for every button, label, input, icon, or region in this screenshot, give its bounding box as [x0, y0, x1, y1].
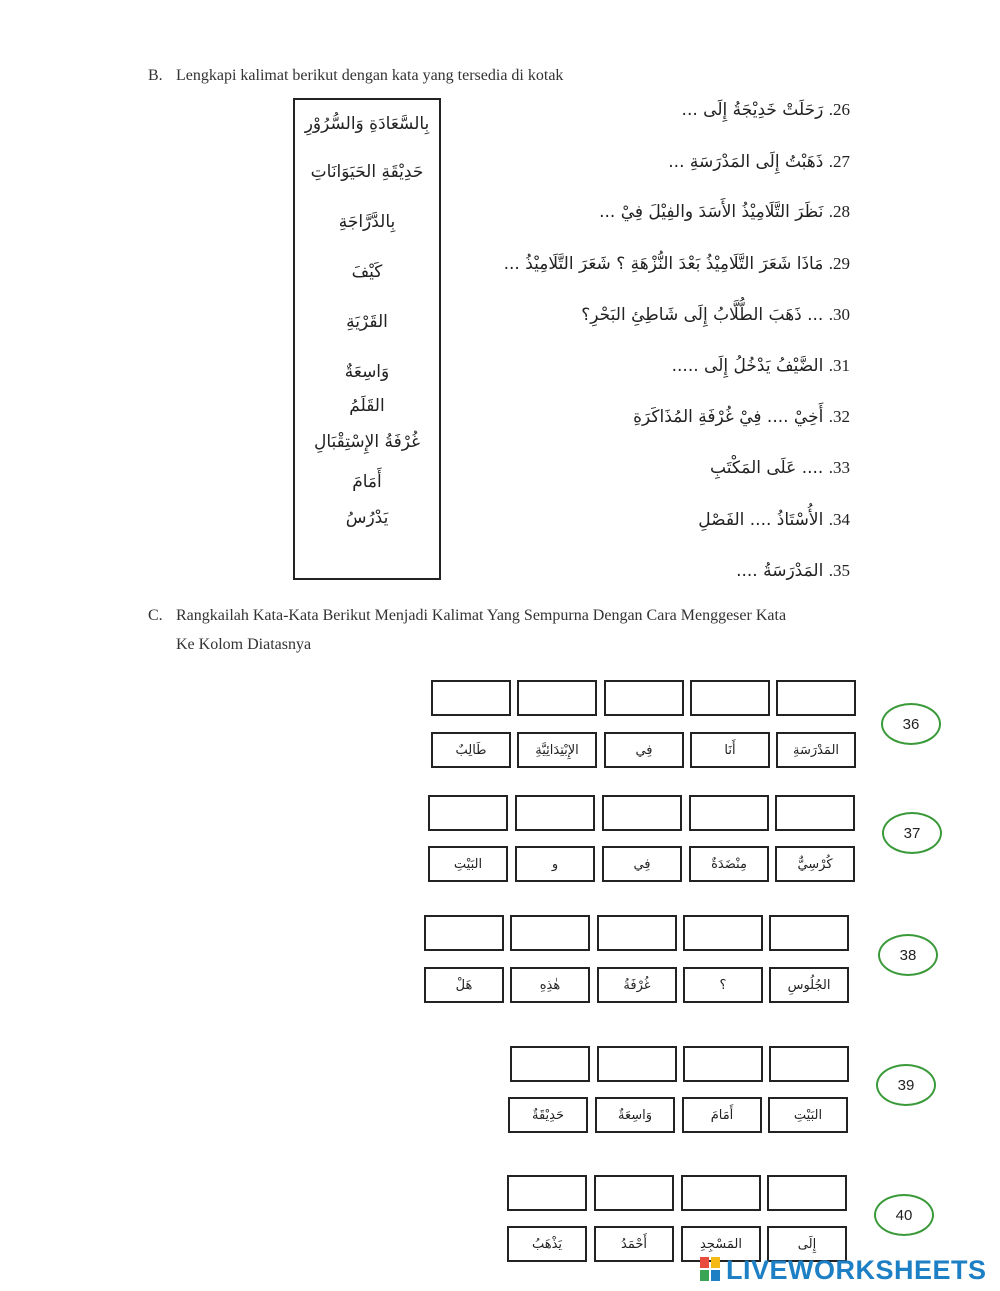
drop-slot[interactable]: [431, 680, 511, 716]
drop-slot[interactable]: [683, 1046, 763, 1082]
drop-slot[interactable]: [597, 1046, 677, 1082]
question-item[interactable]: [736, 561, 850, 581]
draggable-word[interactable]: مِنْضَدَةٌ: [689, 846, 769, 882]
question-item[interactable]: [682, 100, 850, 120]
question-text: الأُسْتَاذُ .... الفَصْلِ: [698, 510, 824, 530]
section-c-instruction-line1: Rangkailah Kata-Kata Berikut Menjadi Kalimat Yang Sempurna Dengan Cara Menggeser Kata: [176, 607, 787, 624]
drop-slot[interactable]: [683, 915, 763, 951]
word-bank-item[interactable]: حَدِيْقَةِ الحَيَوَانَاتِ: [310, 162, 424, 182]
drop-slot[interactable]: [775, 795, 855, 831]
draggable-word[interactable]: المَسْجِدِ: [681, 1226, 761, 1262]
draggable-word[interactable]: البَيْتِ: [768, 1097, 848, 1133]
draggable-word[interactable]: الإِبْتِدَائِيَّةِ: [517, 732, 597, 768]
section-b-letter: B.: [148, 67, 163, 84]
section-b-instruction: Lengkapi kalimat berikut dengan kata yang tersedia di kotak: [176, 67, 564, 84]
drop-slot[interactable]: [769, 1046, 849, 1082]
draggable-word[interactable]: يَذْهَبُ: [507, 1226, 587, 1262]
drop-slot[interactable]: [681, 1175, 761, 1211]
section-c-heading: [148, 607, 868, 657]
drop-slot[interactable]: [428, 795, 508, 831]
drop-slot[interactable]: [594, 1175, 674, 1211]
question-number: 35.: [828, 561, 850, 580]
question-number-badge: 36: [881, 703, 941, 745]
draggable-word[interactable]: طَالِبٌ: [431, 732, 511, 768]
section-c-letter: C.: [148, 607, 163, 624]
draggable-word[interactable]: ؟: [683, 967, 763, 1003]
liveworksheets-logo-icon: [700, 1257, 722, 1283]
word-bank-item[interactable]: القَلَمُ: [349, 396, 385, 416]
question-number-badge: 38: [878, 934, 938, 976]
draggable-word[interactable]: وَاسِعَةٌ: [595, 1097, 675, 1133]
question-text: الضَّيْفُ يَدْخُلُ إِلَى .....: [671, 356, 824, 376]
drop-slot[interactable]: [507, 1175, 587, 1211]
section-c-instruction-line2: Ke Kolom Diatasnya: [176, 636, 312, 653]
question-text: ... ذَهَبَ الطُّلَّابُ إِلَى شَاطِئِ البَحْرِ؟: [581, 305, 824, 325]
draggable-word[interactable]: فِي: [604, 732, 684, 768]
question-number: 32.: [828, 407, 850, 426]
word-bank-item[interactable]: وَاسِعَةٌ: [344, 362, 390, 382]
draggable-word[interactable]: الجُلُوسِ: [769, 967, 849, 1003]
draggable-word[interactable]: أَحْمَدُ: [594, 1226, 674, 1262]
question-text: مَاذَا شَعَرَ التَّلَامِيْذُ بَعْدَ النُّزْهَةِ ؟ شَعَرَ التَّلَامِيْذُ ...: [503, 254, 824, 274]
question-item[interactable]: [599, 202, 850, 222]
drop-slot[interactable]: [689, 795, 769, 831]
drop-slot[interactable]: [776, 680, 856, 716]
question-item[interactable]: [633, 407, 850, 427]
draggable-word[interactable]: المَدْرَسَةِ: [776, 732, 856, 768]
question-text: أَخِيْ .... فِيْ غُرْفَةِ المُذَاكَرَةِ: [633, 407, 824, 427]
question-number: 29.: [828, 254, 850, 273]
liveworksheets-logo-text: LIVEWORKSHEETS: [726, 1254, 987, 1285]
draggable-word[interactable]: فِي: [602, 846, 682, 882]
word-bank-item[interactable]: أَمَامَ: [352, 472, 382, 492]
drop-slot[interactable]: [510, 1046, 590, 1082]
question-number-badge: 40: [874, 1194, 934, 1236]
draggable-word[interactable]: البَيْتِ: [428, 846, 508, 882]
question-item[interactable]: [581, 305, 850, 325]
word-bank-item[interactable]: بِالسَّعَادَةِ وَالسُّرُوْرِ: [304, 114, 430, 134]
question-item[interactable]: [672, 356, 850, 376]
drop-slot[interactable]: [510, 915, 590, 951]
word-bank-item[interactable]: بِالدَّرَّاجَةِ: [338, 212, 396, 232]
question-number: 31.: [828, 356, 850, 375]
draggable-word[interactable]: كُرْسِيٌّ: [775, 846, 855, 882]
question-text: .... عَلَى المَكْتَبِ: [710, 458, 824, 478]
question-text: رَحَلَتْ خَدِيْجَةُ إِلَى ...: [681, 100, 824, 120]
question-number: 34.: [828, 510, 850, 529]
draggable-word[interactable]: حَدِيْقَةٌ: [508, 1097, 588, 1133]
drop-slot[interactable]: [690, 680, 770, 716]
question-item[interactable]: [698, 510, 850, 530]
question-number: 27.: [828, 152, 850, 171]
question-item[interactable]: [710, 458, 850, 478]
question-text: نَظَرَ التَّلَامِيْذُ الأَسَدَ والفِيْلَ فِيْ ...: [599, 202, 824, 222]
draggable-word[interactable]: و: [515, 846, 595, 882]
draggable-word[interactable]: غُرْفَةُ: [597, 967, 677, 1003]
drop-slot[interactable]: [767, 1175, 847, 1211]
drop-slot[interactable]: [769, 915, 849, 951]
question-item[interactable]: [668, 152, 850, 172]
word-bank-item[interactable]: كَيْفَ: [351, 262, 383, 282]
drop-slot[interactable]: [602, 795, 682, 831]
question-number: 28.: [828, 202, 850, 221]
drop-slot[interactable]: [424, 915, 504, 951]
drop-slot[interactable]: [515, 795, 595, 831]
word-bank-item[interactable]: القَرْيَةِ: [346, 312, 388, 332]
question-number-badge: 37: [882, 812, 942, 854]
liveworksheets-logo: [700, 1254, 987, 1286]
question-number: 33.: [828, 458, 850, 477]
drop-slot[interactable]: [517, 680, 597, 716]
question-number-badge: 39: [876, 1064, 936, 1106]
drop-slot[interactable]: [604, 680, 684, 716]
drop-slot[interactable]: [597, 915, 677, 951]
draggable-word[interactable]: هٰذِهِ: [510, 967, 590, 1003]
draggable-word[interactable]: أَنَا: [690, 732, 770, 768]
draggable-word[interactable]: هَلْ: [424, 967, 504, 1003]
draggable-word[interactable]: إِلَى: [767, 1226, 847, 1262]
word-bank-item[interactable]: غُرْفَةُ الإِسْتِقْبَالِ: [314, 432, 420, 452]
word-bank-item[interactable]: يَدْرُسُ: [345, 508, 389, 528]
question-text: ذَهَبْتُ إِلَى المَدْرَسَةِ ...: [668, 152, 824, 172]
question-number: 30.: [828, 305, 850, 324]
question-text: المَدْرَسَةُ ....: [736, 561, 824, 581]
draggable-word[interactable]: أَمَامَ: [682, 1097, 762, 1133]
question-number: 26.: [828, 100, 850, 119]
question-item[interactable]: [504, 254, 850, 274]
section-b-heading: [148, 67, 748, 89]
word-bank: [293, 98, 441, 580]
